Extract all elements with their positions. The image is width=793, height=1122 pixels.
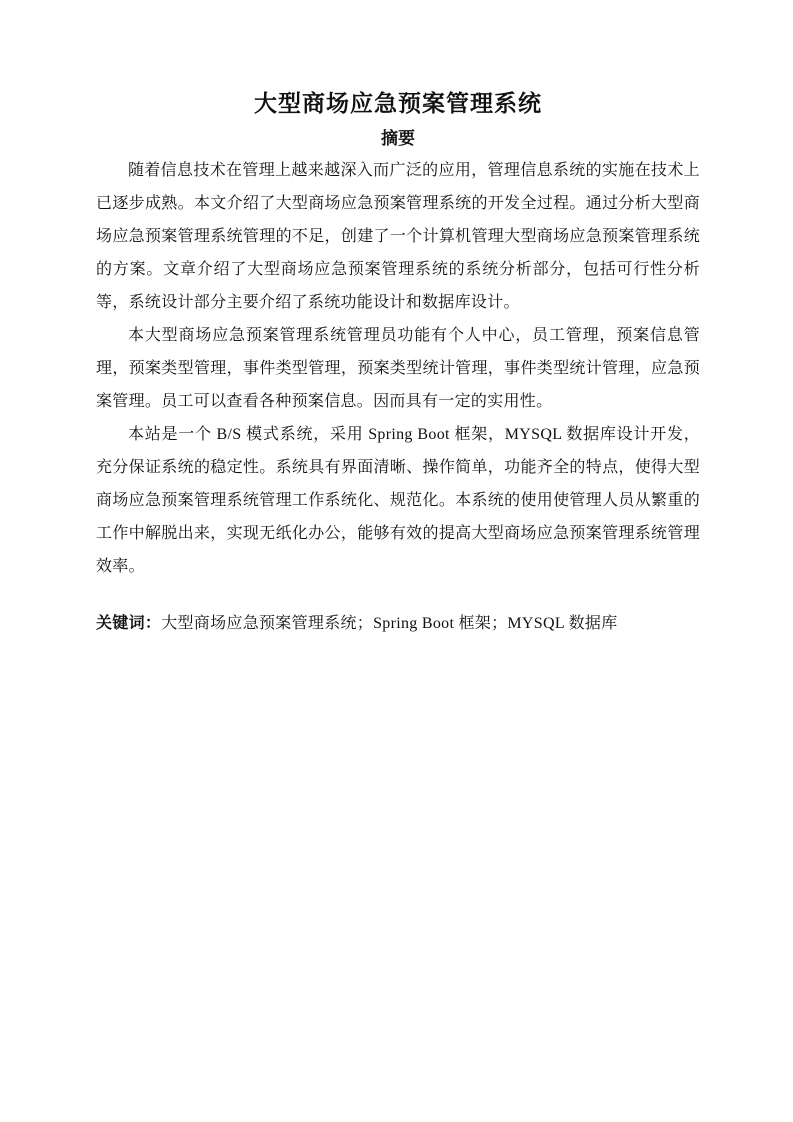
abstract-heading: 摘要 (381, 129, 415, 148)
keywords-text: 大型商场应急预案管理系统；Spring Boot 框架；MYSQL 数据库 (161, 615, 618, 632)
abstract-paragraph-3: 本站是一个 B/S 模式系统，采用 Spring Boot 框架，MYSQL 数据库设计开发，充分保证系统的稳定性。系统具有界面清晰、操作简单，功能齐全的特点，使得大型商场应急预案管理系统管理工作系统化、规范化。本系统的使用使管理人员从繁重的工作中解脱出来，实现无纸化办公，能够有效的提高大型商场应急预案管理系统管理效率。 (96, 426, 700, 575)
abstract-body (96, 154, 700, 640)
keywords-line (96, 607, 700, 640)
keywords-label: 关键词： (96, 615, 162, 632)
abstract-paragraph-2: 本大型商场应急预案管理系统管理员功能有个人中心，员工管理，预案信息管理，预案类型管理，事件类型管理，预案类型统计管理，事件类型统计管理，应急预案管理。员工可以查看各种预案信息。因而具有一定的实用性。 (96, 327, 700, 410)
page-title: 大型商场应急预案管理系统 (254, 90, 542, 116)
abstract-paragraph-1: 随着信息技术在管理上越来越深入而广泛的应用，管理信息系统的实施在技术上已逐步成熟。本文介绍了大型商场应急预案管理系统的开发全过程。通过分析大型商场应急预案管理系统管理的不足，创建了一个计算机管理大型商场应急预案管理系统的方案。文章介绍了大型商场应急预案管理系统的系统分析部分，包括可行性分析等，系统设计部分主要介绍了系统功能设计和数据库设计。 (96, 162, 700, 311)
